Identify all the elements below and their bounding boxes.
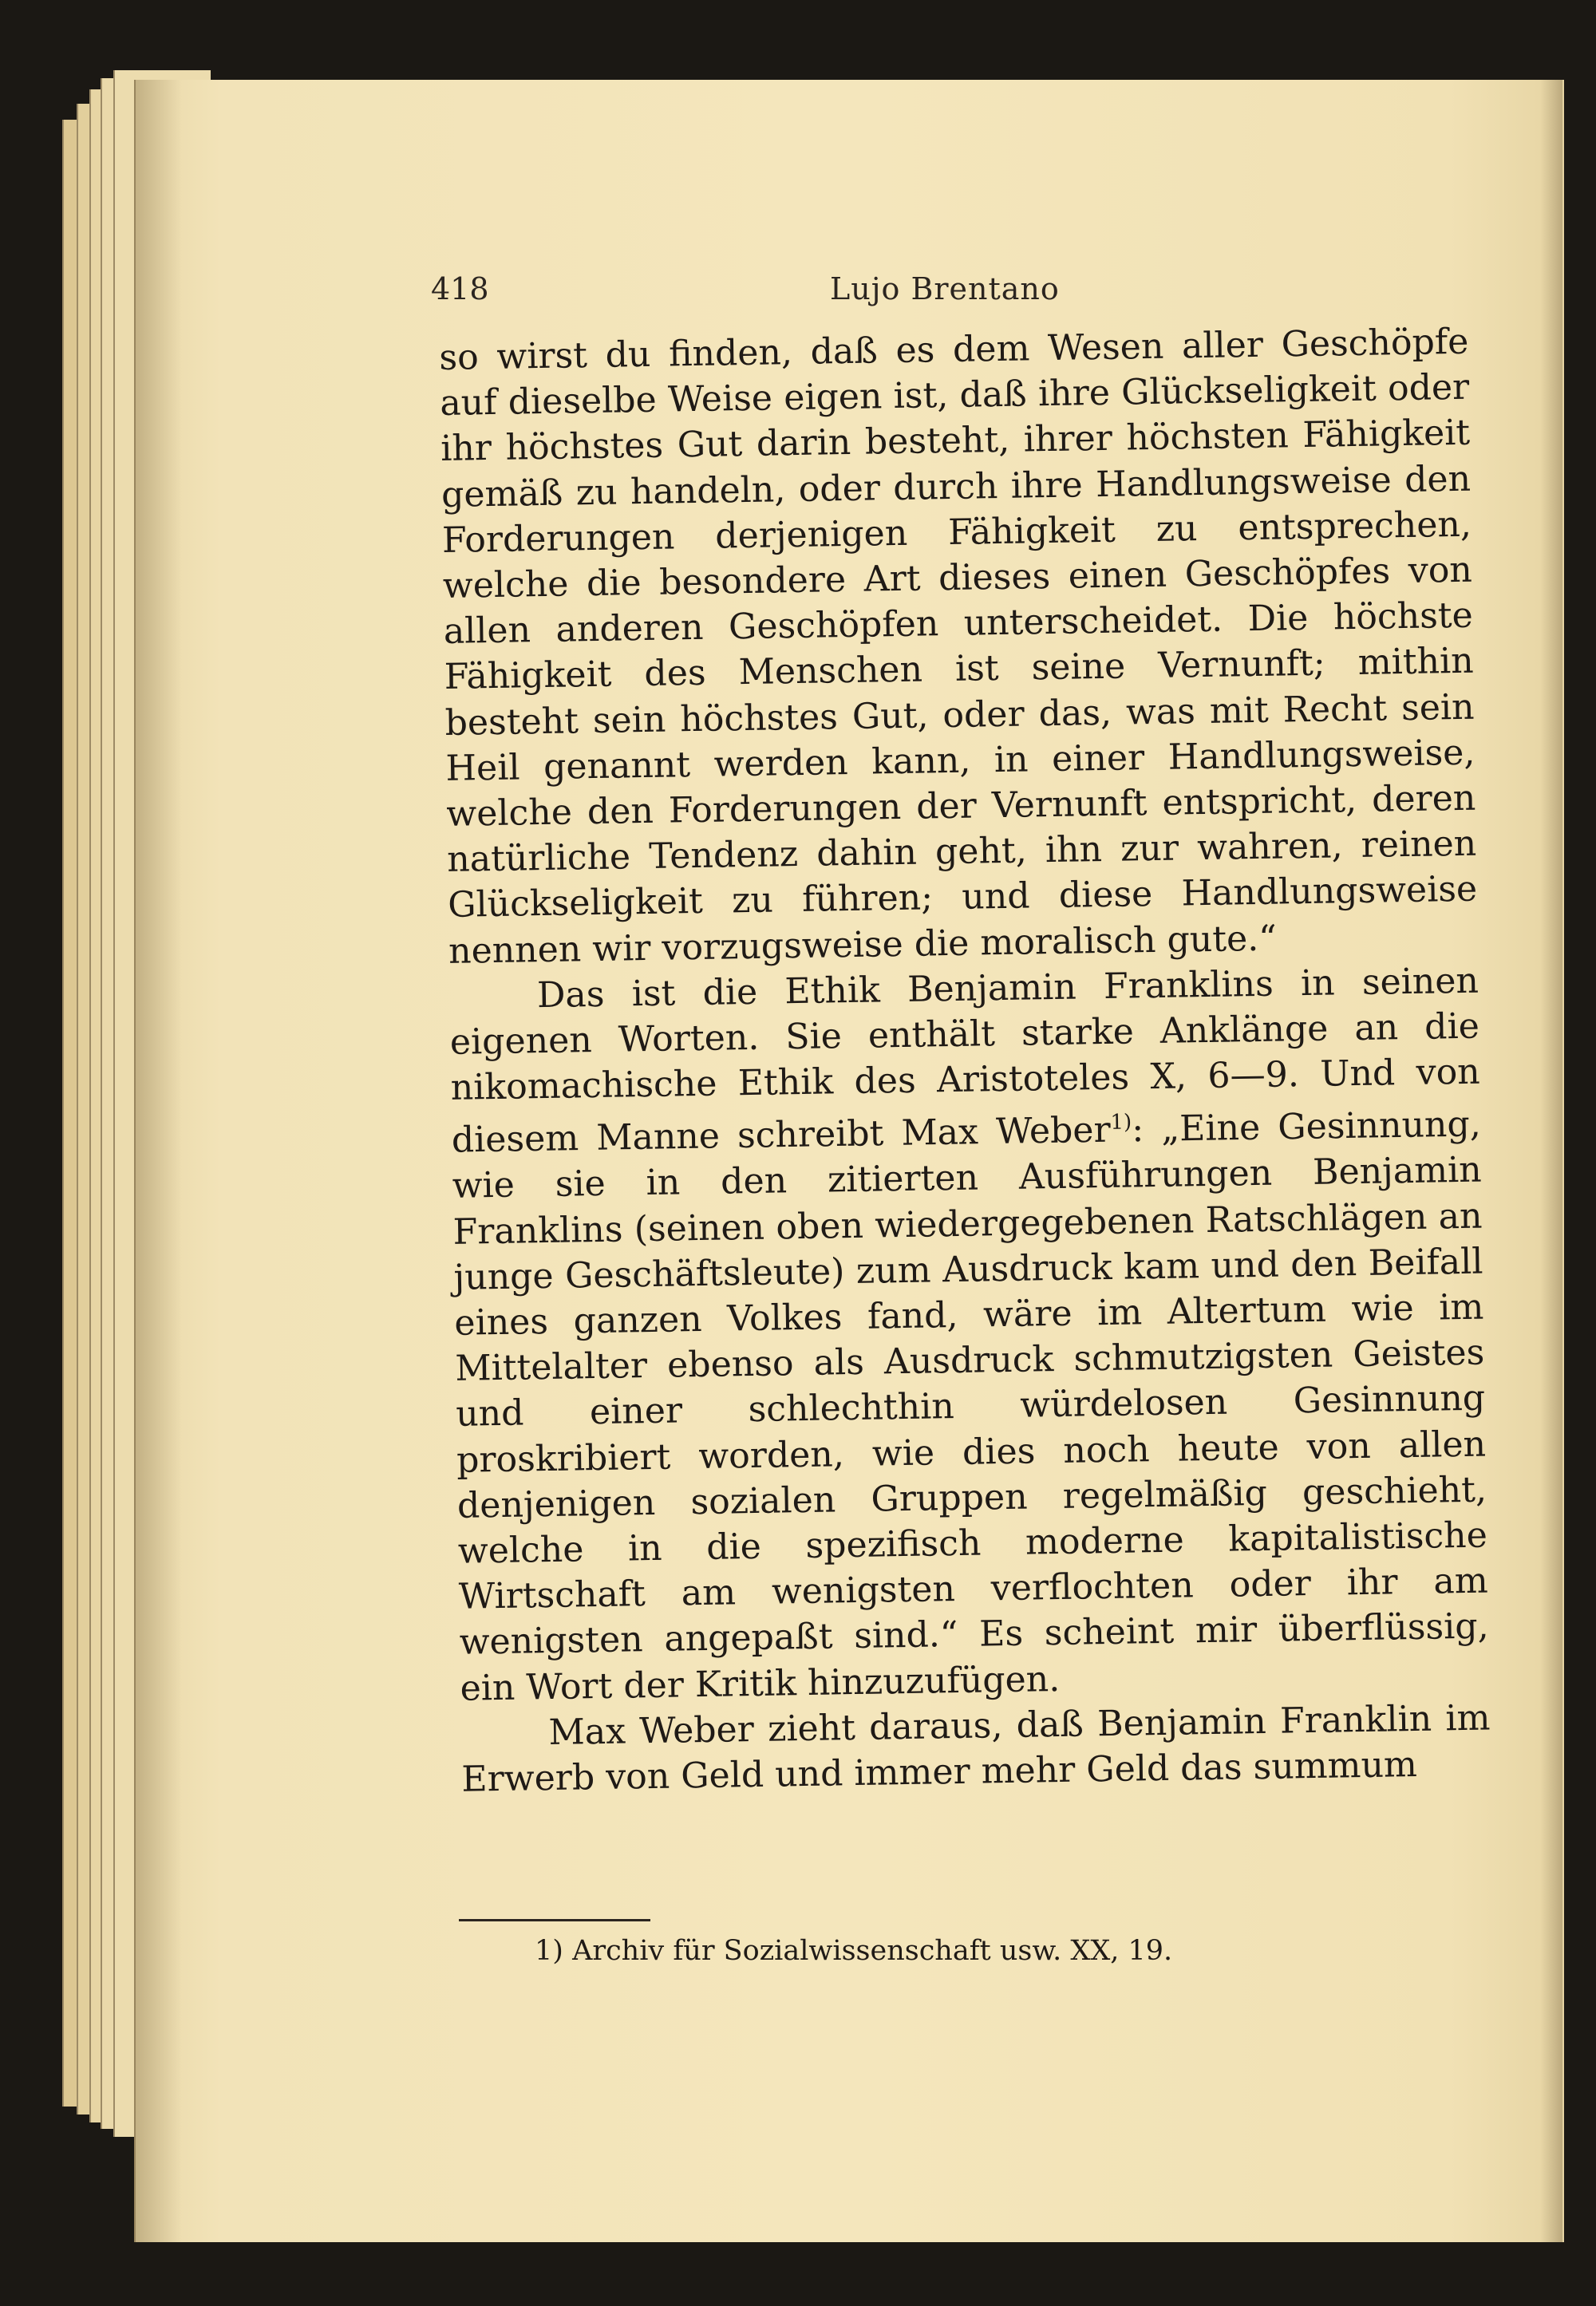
footnote-text: Archiv für Sozialwissenschaft usw. XX, 19. [572,1935,1173,1967]
gutter-shadow [134,80,182,2242]
page-header [431,271,1468,319]
footnote-reference: 1) [1110,1110,1132,1135]
paragraph-1: so wirst du finden, daß es dem Wesen aller Geschöpfe auf dieselbe Weise eigen ist, daß ihre Glückseligkeit oder ihr höchstes Gut darin besteht, ihrer höchsten Fähigkeit gemäß zu handeln, oder durch ihre Handlungsweise den Forderungen derjenigen Fähigkeit zu entsprechen, welche die besondere Art dieses einen Geschöpfes von allen anderen Geschöpfen unterscheidet. Die höchste Fähigkeit des Menschen ist seine Vernunft; mithin besteht sein höchstes Gut, oder das, was mit Recht sein Heil genannt werden kann, in einer Handlungsweise, welche den Forderungen der Vernunft entspricht, deren natürliche Tendenz dahin geht, ihn zur wahren, reinen Glückseligkeit zu führen; und diese Handlungsweise nennen wir vorzugsweise die moralisch gute.“ [439,321,1478,972]
footnote-divider [459,1919,650,1921]
body-text [439,319,1491,1803]
running-head: Lujo Brentano [830,271,1060,306]
page-edge-shadow [1540,80,1562,2242]
footnote [535,1935,1172,1967]
paragraph-2-quote: „Eine Gesinnung, wie sie in den zitierten Ausführungen Benjamin Franklins (seinen oben wiedergegebenen Ratschlägen an junge Geschäftsleute) zum Ausdruck kam und den Beifall eines ganzen Volkes fand, wäre im Altertum wie im Mittelalter ebenso als Ausdruck schmutzigsten Geistes und einer schlechthin würdelosen Gesinnung proskribiert worden, wie dies noch heute von allen denjenigen sozialen Gruppen regelmäßig geschieht, welche in die spezifisch moderne kapitalistische Wirtschaft am wenigsten verflochten oder ihr am wenigsten angepaßt sind.“ Es scheint mir überflüssig, ein Wort der Kritik hinzuzufügen. [452,1104,1489,1709]
footnote-marker: 1) [535,1935,563,1967]
paragraph-2: Das ist die Ethik Benjamin Franklins in seinen eigenen Worten. Sie enthält starke Anklänge an die nikomachische Ethik des Aristoteles X, 6—9. Und von diesem Manne schreibt Max Weber$^{1)}$: „Eine Gesinnung, wie sie in den zitierten Ausführungen Benjamin Franklins (seinen oben wiedergegebenen Ratschlägen an junge Geschäftsleute) zum Ausdruck kam und den Beifall eines ganzen Volkes fand, wäre im Altertum wie im Mittelalter ebenso als Ausdruck schmutzigsten Geistes und einer schlechthin würdelosen Gesinnung proskribiert worden, wie dies noch heute von allen denjenigen sozialen Gruppen regelmäßig geschieht, welche in die spezifisch moderne kapitalistische Wirtschaft am wenigsten verflochten oder ihr am wenigsten angepaßt sind.“ Es scheint mir überflüssig, ein Wort der Kritik hinzuzufügen. [449,960,1489,1709]
page-number: 418 [431,271,489,306]
paragraph-3: Max Weber zieht daraus, daß Benjamin Franklin im Erwerb von Geld und immer mehr Geld das summum [461,1697,1491,1800]
paragraph-2-text: Das ist die Ethik Benjamin Franklins in seinen eigenen Worten. Sie enthält starke Anklänge an die nikomachische Ethik des Aristoteles X, 6—9. Und von diesem Manne schreibt Max Weber [449,960,1481,1162]
